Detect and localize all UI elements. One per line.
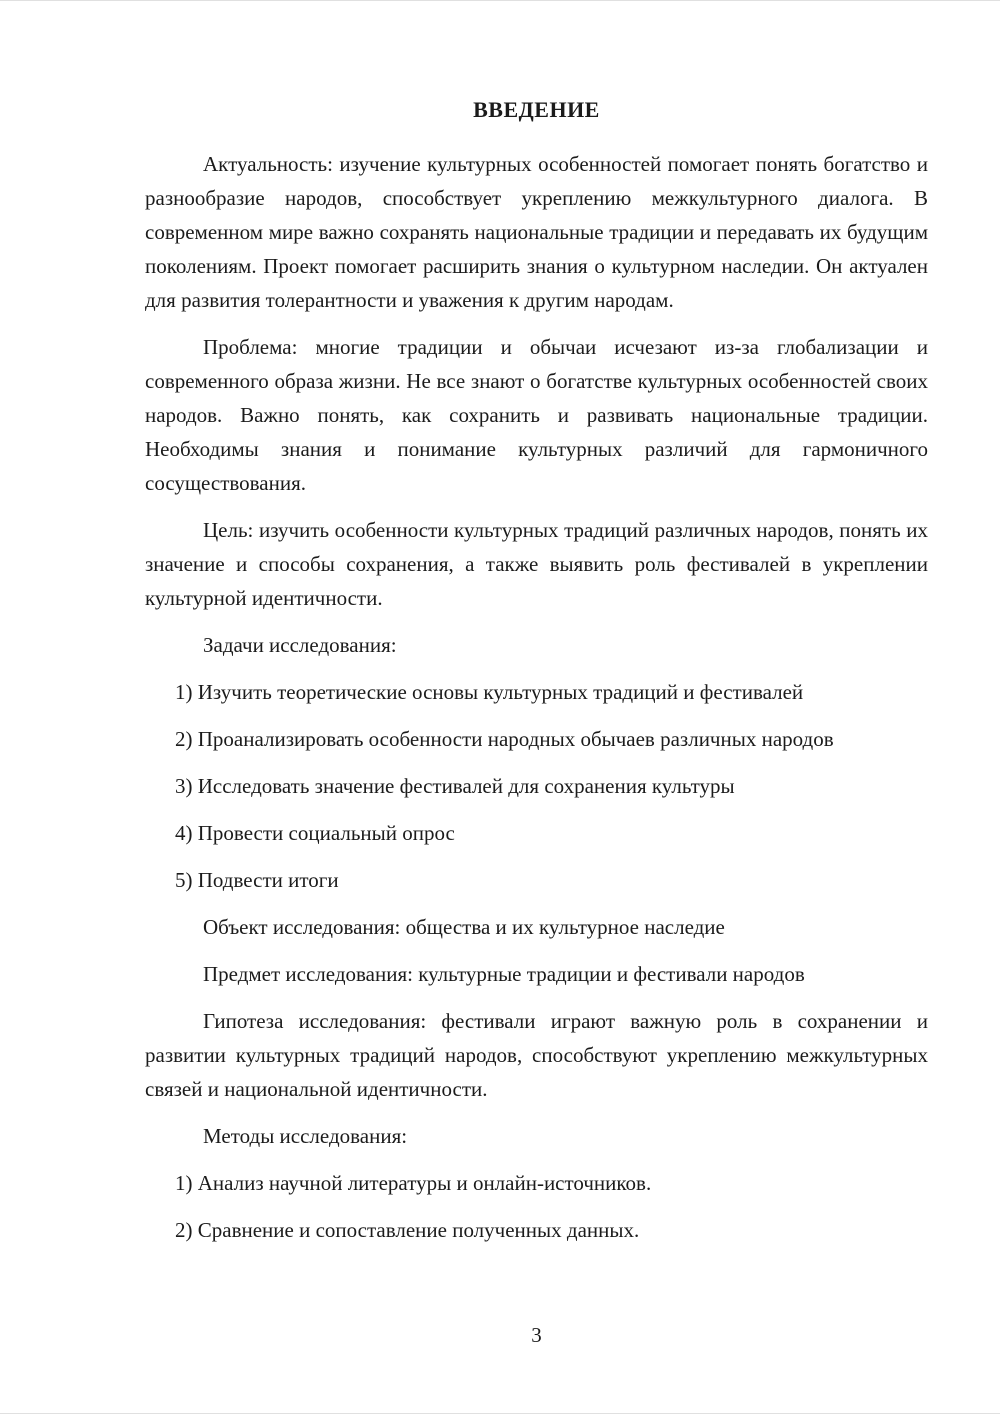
method-item-1: 1) Анализ научной литературы и онлайн-источников.	[175, 1171, 652, 1195]
method-item-2: 2) Сравнение и сопоставление полученных данных.	[175, 1218, 640, 1242]
paragraph-problem: Проблема: многие традиции и обычаи исчезают из-за глобализации и современного образа жизни. Не все знают о богатстве культурных особенностей своих народов. Важно понять, как сохранить и развивать национальные традиции. Необходимы знания и понимание культурных различий для гармоничного сосуществования.	[145, 335, 928, 495]
paragraph-object: Объект исследования: общества и их культурное наследие	[203, 915, 725, 939]
paragraph-hypothesis: Гипотеза исследования: фестивали играют важную роль в сохранении и развитии культурных традиций народов, способствуют укреплению межкультурных связей и национальной идентичности.	[145, 1009, 928, 1101]
paragraph-tasks-heading: Задачи исследования:	[203, 633, 397, 657]
task-item-3: 3) Исследовать значение фестивалей для сохранения культуры	[175, 774, 735, 798]
paragraph-subject: Предмет исследования: культурные традиции и фестивали народов	[203, 962, 805, 986]
task-item-2: 2) Проанализировать особенности народных обычаев различных народов	[175, 727, 834, 751]
paragraph-methods-heading: Методы исследования:	[203, 1124, 408, 1148]
page-title: ВВЕДЕНИЕ	[473, 97, 600, 122]
task-item-5: 5) Подвести итоги	[175, 868, 339, 892]
paragraph-actuality: Актуальность: изучение культурных особенностей помогает понять богатство и разнообразие народов, способствует укреплению межкультурного диалога. В современном мире важно сохранять национальные традиции и передавать их будущим поколениям. Проект помогает расширить знания о культурном наследии. Он актуален для развития толерантности и уважения к другим народам.	[145, 152, 928, 312]
task-item-1: 1) Изучить теоретические основы культурных традиций и фестивалей	[175, 680, 804, 704]
paragraph-goal: Цель: изучить особенности культурных традиций различных народов, понять их значение и способы сохранения, а также выявить роль фестивалей в укреплении культурной идентичности.	[145, 518, 928, 610]
page-number: 3	[531, 1323, 542, 1347]
task-item-4: 4) Провести социальный опрос	[175, 821, 455, 845]
